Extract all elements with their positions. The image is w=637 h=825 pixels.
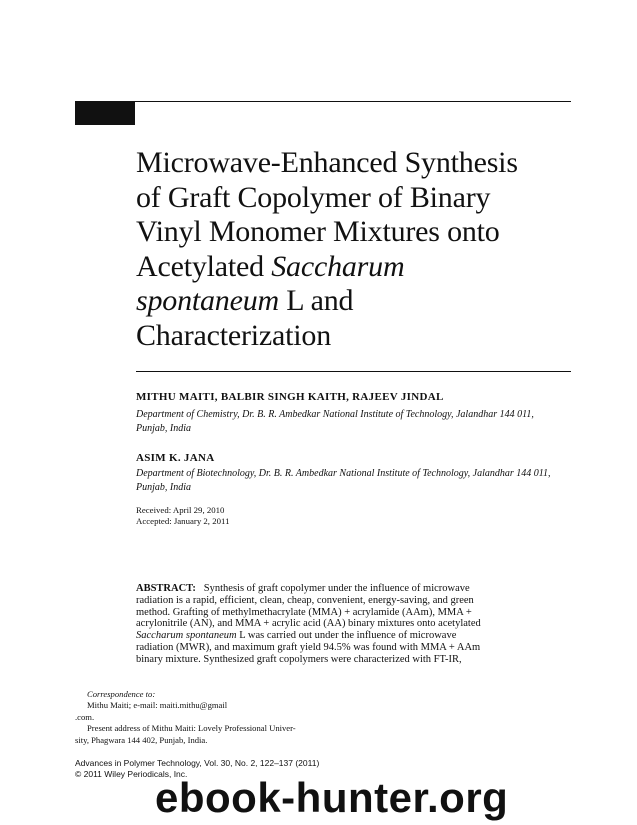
title-text: Acetylated [136,249,272,283]
abstract-line: binary mixture. Synthesized graft copolymers were characterized with FT-IR, [136,653,462,665]
title-italic-text: spontaneum [136,284,279,318]
title-line: Vinyl Monomer Mixtures onto [136,215,500,249]
affiliation-line: Punjab, India [136,481,191,493]
affiliation [136,467,576,494]
affiliation-line: Department of Chemistry, Dr. B. R. Ambedkar National Institute of Technology, Jalandhar 144 011, [136,409,534,420]
title-line: of Graft Copolymer of Binary [136,180,491,214]
accepted-date: Accepted: January 2, 2011 [136,516,230,527]
title-rule [136,371,571,372]
received-date: Received: April 29, 2010 [136,505,225,515]
author-list: MITHU MAITI, BALBIR SINGH KAITH, RAJEEV JINDAL [136,391,444,403]
affiliation [136,408,576,435]
abstract-line [136,583,576,595]
abstract-line: radiation (MWR), and maximum graft yield 94.5% was found with MMA + AAm [136,641,481,653]
abstract-line: radiation is a rapid, efficient, clean, cheap, convenient, energy-saving, and green [136,594,474,606]
article-title [136,146,586,354]
abstract-italic-text: Saccharum spontaneum [136,630,237,642]
footnote-line [75,689,325,712]
affiliation-line: Department of Biotechnology, Dr. B. R. Ambedkar National Institute of Technology, Jalandhar 144 011, [136,468,551,479]
footnote-line: .com. [75,711,95,722]
correspondence-footnote [75,689,325,746]
header-black-block [75,101,135,125]
article-dates [136,505,229,527]
abstract-line: acrylonitrile (AN), and MMA + acrylic acid (AA) binary mixtures onto acetylated [136,618,481,630]
top-rule [75,101,571,102]
correspondence-label: Correspondence to: [87,689,156,699]
title-italic-text: Saccharum [271,249,405,283]
title-line [136,250,586,285]
journal-line: Advances in Polymer Technology, Vol. 30, No. 2, 122–137 (2011) [75,758,320,768]
author-list: ASIM K. JANA [136,452,215,464]
abstract-text: Synthesis of graft copolymer under the influence of microwave [203,583,470,594]
abstract-label: ABSTRACT: [136,583,196,594]
title-line: Characterization [136,318,332,352]
watermark-text: ebook-hunter.org [155,774,509,821]
footnote-line: sity, Phagwara 144 402, Punjab, India. [75,734,208,745]
title-line: Microwave-Enhanced Synthesis [136,146,518,179]
title-line [136,284,586,319]
abstract-text: L was carried out under the influence of microwave [236,630,457,642]
copyright-line: © 2011 Wiley Periodicals, Inc. [75,768,188,779]
abstract [136,583,576,666]
footnote-line: Present address of Mithu Maiti: Lovely Professional Univer- [87,723,296,734]
correspondence-email: Mithu Maiti; e-mail: maiti.mithu@gmail [87,700,228,711]
abstract-line: method. Grafting of methylmethacrylate (MMA) + acrylamide (AAm), MMA + [136,606,472,618]
affiliation-line: Punjab, India [136,422,191,434]
title-text: L and [279,284,354,318]
abstract-line [136,630,576,642]
